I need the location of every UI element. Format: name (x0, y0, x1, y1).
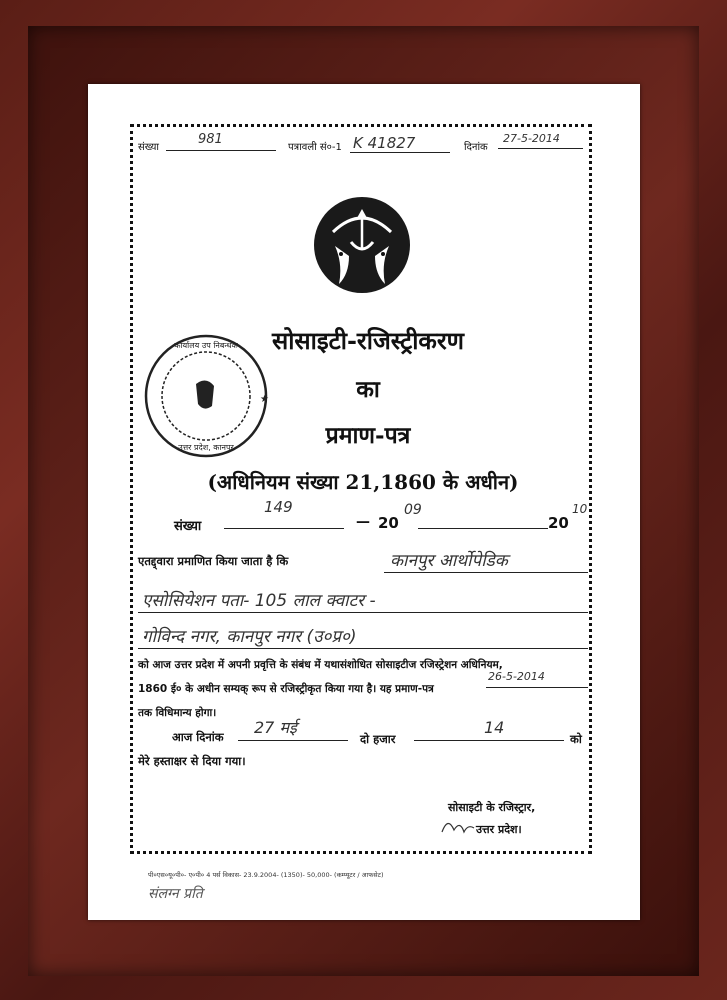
header-number-label: संख्या (138, 142, 159, 153)
title-line-1: सोसाइटी-रजिस्ट्रीकरण (271, 326, 465, 355)
header-date-label: दिनांक (464, 142, 488, 153)
ko-label: को (570, 732, 582, 746)
year-line (414, 740, 564, 741)
two-thousand-label: दो हजार (360, 732, 396, 746)
today-line (238, 740, 348, 741)
print-line: पी०एस०यू०पी०- ए०पी० 4 पर्स विकास- 23.9.2004- (1350)- 50,000- (कम्प्यूटर / आफसेट) (148, 871, 384, 879)
year-prefix-2: 20 (548, 514, 569, 532)
paragraph-1: को आज उत्तर प्रदेश में अपनी प्रवृत्ति के संबंध में यथासंशोधित सोसाइटीज रजिस्ट्रेशन अधिनियम, (138, 659, 503, 671)
header-date-line (498, 148, 583, 149)
header-number-value: 981 (198, 132, 223, 147)
registration-line-2 (418, 528, 548, 529)
today-label: आज दिनांक (172, 730, 224, 744)
year-value: 14 (484, 718, 505, 737)
svg-text:कार्यालय उप निबन्धक: कार्यालय उप निबन्धक (174, 341, 238, 350)
certificate-paper (88, 84, 640, 920)
registrar-title-2: उत्तर प्रदेश। (476, 823, 522, 836)
paragraph-3: तक विधिमान्य होगा। (138, 707, 217, 719)
svg-text:उत्तर प्रदेश, कानपुर: उत्तर प्रदेश, कानपुर (178, 443, 234, 452)
header-file-label: पत्रावली सं०-1 (288, 142, 342, 153)
up-government-emblem (313, 194, 411, 296)
title-line-3: प्रमाण-पत्र (325, 422, 411, 449)
registration-number: 149 (264, 498, 293, 516)
registrar-signature (438, 812, 478, 840)
registration-line-1 (224, 528, 344, 529)
society-name-3: गोविन्द नगर, कानपुर नगर (उ०प्र०) (142, 627, 357, 647)
act-reference: (अधिनियम संख्या 21,1860 के अधीन) (207, 470, 519, 494)
header-file-line (350, 152, 450, 153)
header-date-value: 27-5-2014 (503, 132, 560, 145)
today-value: 27 मई (254, 718, 297, 737)
handwritten-note: संलग्न प्रति (148, 886, 203, 902)
registration-label: संख्या (174, 519, 202, 534)
year-prefix-1: 20 (378, 514, 399, 532)
paragraph-2: 1860 ई० के अधीन सम्यक् रूप से रजिस्ट्रीकृत किया गया है। यह प्रमाण-पत्र (138, 683, 434, 695)
title-line-2: का (356, 376, 380, 403)
registrar-title-1: सोसाइटी के रजिस्ट्रार, (448, 801, 536, 814)
intro-text: एतद्द्वारा प्रमाणित किया जाता है कि (138, 554, 289, 568)
closing-text: मेरे हस्ताक्षर से दिया गया। (138, 754, 246, 768)
year-end: 10 (572, 502, 588, 516)
header-number-line (166, 150, 276, 151)
society-line-1 (384, 572, 588, 573)
header-file-value: K 41827 (353, 134, 416, 152)
svg-text:★: ★ (260, 394, 269, 405)
society-line-2 (138, 612, 588, 613)
validity-date: 26-5-2014 (488, 670, 545, 683)
society-name-2: एसोसियेशन पता- 105 लाल क्वाटर - (142, 591, 376, 611)
year-start: 09 (404, 502, 422, 518)
society-name-1: कानपुर आर्थोपेडिक (390, 551, 508, 571)
registration-dash: — (356, 514, 370, 530)
society-line-3 (138, 648, 588, 649)
validity-line (486, 687, 588, 688)
